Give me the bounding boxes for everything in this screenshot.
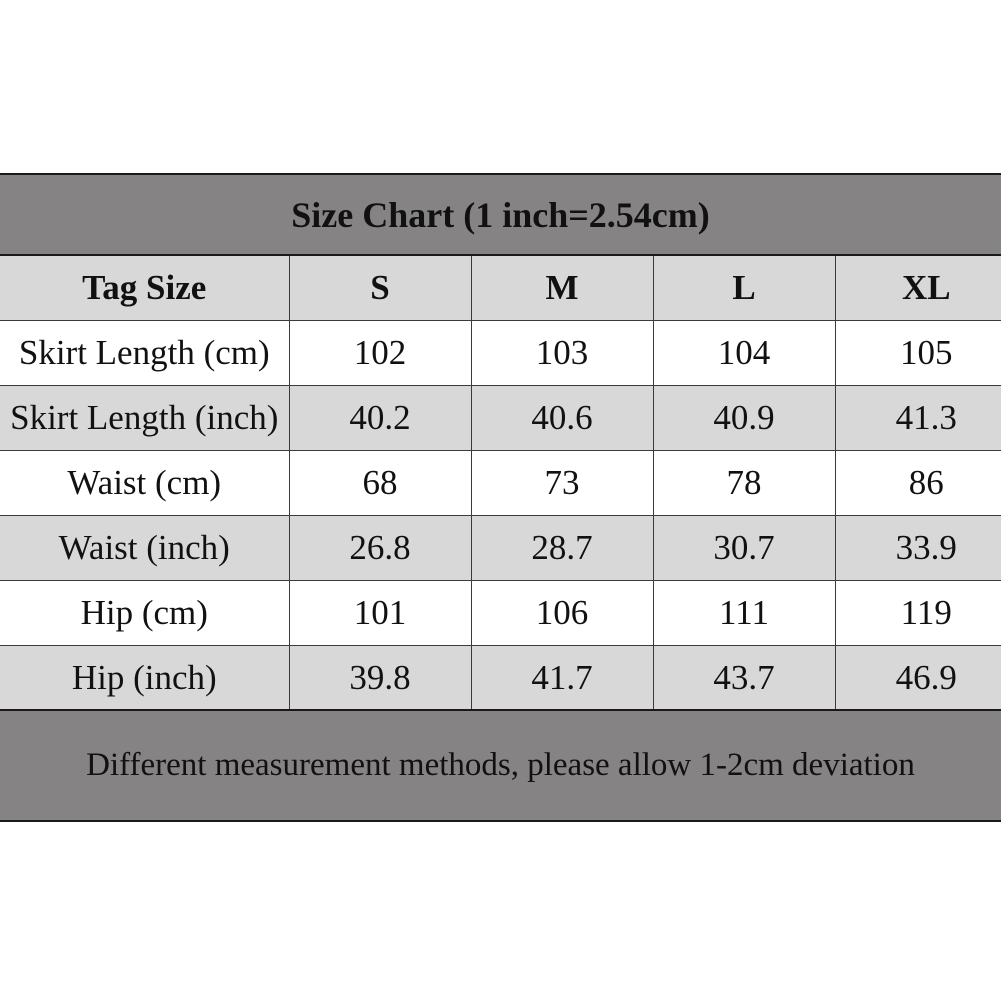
cell-value: 28.7 xyxy=(471,516,653,581)
cell-value: 101 xyxy=(289,581,471,646)
table-row xyxy=(0,646,1001,711)
size-chart xyxy=(0,173,1001,822)
cell-value: 105 xyxy=(835,321,1001,386)
cell-value: 106 xyxy=(471,581,653,646)
header-label: Tag Size xyxy=(0,256,289,321)
header-size-s: S xyxy=(289,256,471,321)
row-label: Skirt Length (cm) xyxy=(0,321,289,386)
cell-value: 40.2 xyxy=(289,386,471,451)
cell-value: 111 xyxy=(653,581,835,646)
cell-value: 86 xyxy=(835,451,1001,516)
table-row xyxy=(0,516,1001,581)
header-size-m: M xyxy=(471,256,653,321)
cell-value: 104 xyxy=(653,321,835,386)
header-size-xl: XL xyxy=(835,256,1001,321)
row-label: Hip (inch) xyxy=(0,646,289,711)
chart-title: Size Chart (1 inch=2.54cm) xyxy=(0,175,1001,256)
table-row xyxy=(0,581,1001,646)
header-size-l: L xyxy=(653,256,835,321)
cell-value: 41.3 xyxy=(835,386,1001,451)
row-label: Skirt Length (inch) xyxy=(0,386,289,451)
table-row xyxy=(0,321,1001,386)
cell-value: 78 xyxy=(653,451,835,516)
row-label: Waist (inch) xyxy=(0,516,289,581)
cell-value: 119 xyxy=(835,581,1001,646)
row-label: Waist (cm) xyxy=(0,451,289,516)
cell-value: 102 xyxy=(289,321,471,386)
row-label: Hip (cm) xyxy=(0,581,289,646)
cell-value: 26.8 xyxy=(289,516,471,581)
cell-value: 46.9 xyxy=(835,646,1001,711)
cell-value: 41.7 xyxy=(471,646,653,711)
cell-value: 73 xyxy=(471,451,653,516)
table-row xyxy=(0,386,1001,451)
cell-value: 40.9 xyxy=(653,386,835,451)
size-table xyxy=(0,256,1001,711)
table-row xyxy=(0,451,1001,516)
cell-value: 39.8 xyxy=(289,646,471,711)
cell-value: 33.9 xyxy=(835,516,1001,581)
cell-value: 30.7 xyxy=(653,516,835,581)
cell-value: 43.7 xyxy=(653,646,835,711)
header-row xyxy=(0,256,1001,321)
cell-value: 40.6 xyxy=(471,386,653,451)
cell-value: 103 xyxy=(471,321,653,386)
footer-note: Different measurement methods, please allow 1-2cm deviation xyxy=(0,709,1001,820)
cell-value: 68 xyxy=(289,451,471,516)
